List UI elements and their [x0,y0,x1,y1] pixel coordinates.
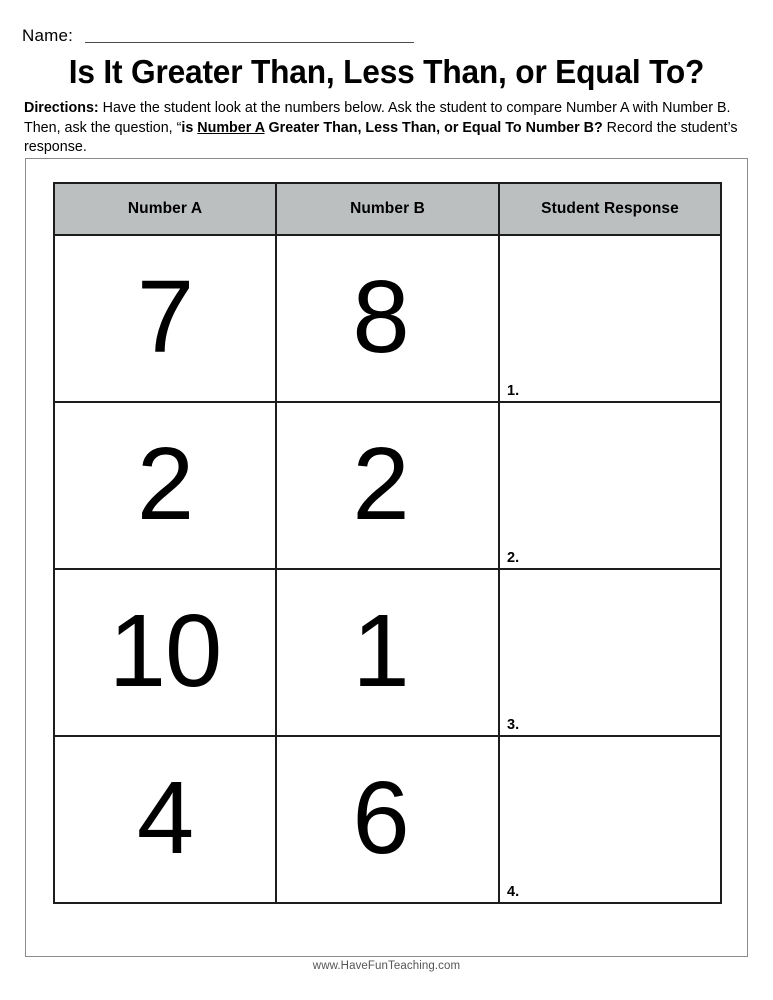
table-row [54,736,721,903]
name-label: Name: [22,26,74,45]
number-a-value: 2 [136,425,194,541]
footer-url: www.HaveFunTeaching.com [312,960,461,972]
number-b-value: 6 [352,759,409,875]
cell-student-response[interactable] [499,569,721,736]
cell-student-response[interactable] [499,235,721,402]
number-a-value: 7 [136,258,194,374]
comparison-table-container [53,182,720,903]
column-header-number-b: Number B [276,183,499,235]
cell-number-b [276,402,499,569]
directions-bold-is: is [181,119,198,136]
cell-number-b [276,569,499,736]
response-index: 3. [507,717,520,733]
cell-student-response[interactable] [499,736,721,903]
name-row [22,20,422,46]
page-title: Is It Greater Than, Less Than, or Equal To? [68,53,705,90]
response-index: 1. [507,383,520,399]
number-a-value: 10 [108,592,222,708]
column-header-number-a: Number A [54,183,276,235]
number-a-value: 4 [136,759,194,875]
name-input-line[interactable] [85,41,414,43]
directions-text-part2: Record the student’s response. [24,119,738,155]
cell-number-a [54,402,276,569]
table-row [54,402,721,569]
table-body [54,235,721,903]
table-header-row [54,183,721,235]
directions-label: Directions: [24,100,99,116]
column-header-student-response: Student Response [499,183,721,235]
cell-number-a [54,569,276,736]
directions-text-part1: Have the student look at the numbers below. Ask the student to compare Number A with Number B. Then, ask the question, “ [24,100,731,136]
response-index: 4. [507,884,520,900]
directions-bold-question: Greater Than, Less Than, or Equal To Number B? [264,119,603,136]
table-row [54,235,721,402]
table-row [54,569,721,736]
number-b-value: 8 [352,258,409,374]
cell-number-b [276,736,499,903]
cell-number-a [54,235,276,402]
table-header [54,183,721,235]
number-b-value: 1 [352,592,409,708]
cell-student-response[interactable] [499,402,721,569]
directions-underlined-number-a: Number A [197,119,265,136]
response-index: 2. [507,550,520,566]
number-b-value: 2 [352,425,409,541]
cell-number-b [276,235,499,402]
cell-number-a [54,736,276,903]
directions-paragraph [24,99,740,158]
comparison-table [53,182,722,904]
